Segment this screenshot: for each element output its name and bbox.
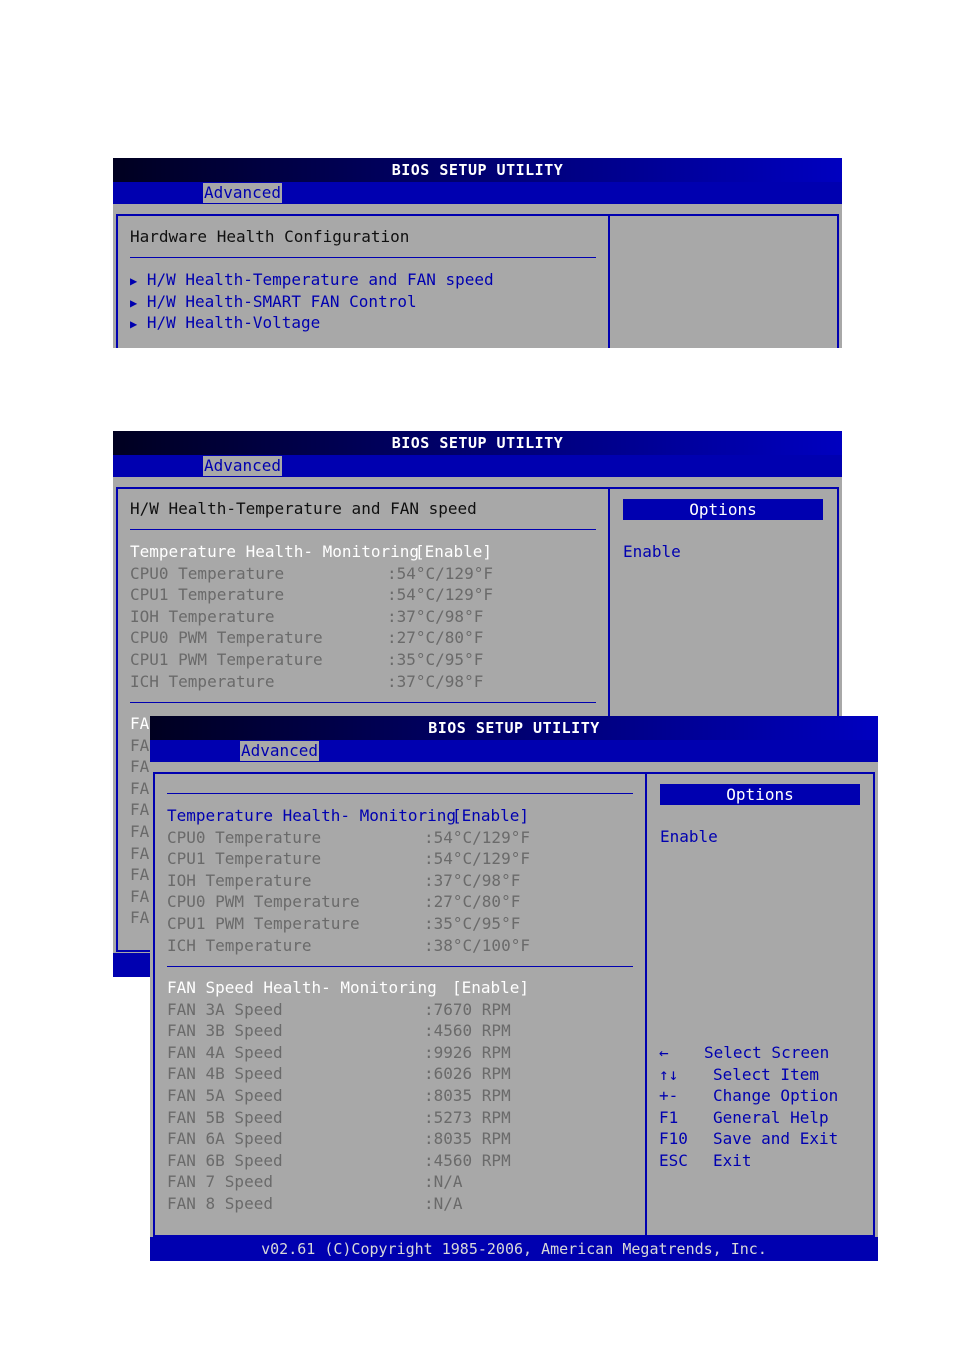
fan-value: :9926 RPM (424, 1042, 511, 1062)
heading-divider (130, 257, 596, 258)
fan-row-partial: FA (130, 822, 150, 841)
fan-value: :N/A (424, 1194, 463, 1213)
key-hint-desc: Change Option (713, 1086, 839, 1106)
options-value: Enable (623, 542, 681, 561)
fan-row-partial: FA (130, 714, 150, 733)
fan-monitor-label[interactable]: FAN Speed Health- Monitoring (167, 978, 437, 997)
fan-label: FAN 5B Speed (167, 1107, 283, 1127)
temp-value: :27°C/80°F (424, 892, 521, 912)
copyright-footer: v02.61 (C)Copyright 1985-2006, American Megatrends, Inc. (150, 1237, 878, 1261)
fan-label: FAN 8 Speed (167, 1194, 273, 1213)
tab-advanced[interactable]: Advanced (241, 741, 319, 760)
fan-value: :6026 RPM (424, 1064, 511, 1084)
options-title: Options (660, 784, 860, 805)
key-hint-desc: Save and Exit (713, 1129, 839, 1149)
temp-monitor-label[interactable]: Temperature Health- Monitoring (167, 806, 456, 825)
fan-label: FAN 5A Speed (167, 1086, 283, 1105)
temp-value: :35°C/95°F (387, 650, 484, 669)
temp-label: CPU1 Temperature (130, 585, 285, 605)
fan-row-partial: FA (130, 908, 150, 928)
fan-label: FAN 6B Speed (167, 1150, 283, 1170)
temp-value: :54°C/129°F (424, 849, 530, 869)
temp-value: :37°C/98°F (387, 671, 484, 691)
key-hint-desc: General Help (713, 1107, 829, 1127)
arrow-right-icon: ▶ (130, 274, 138, 288)
page-heading: H/W Health-Temperature and FAN speed (130, 499, 477, 518)
temp-label: CPU1 Temperature (167, 849, 322, 869)
key-hint-key: F10 (659, 1129, 688, 1149)
key-hint-key: ↑↓ (659, 1064, 679, 1084)
fan-row-partial: FA (130, 735, 150, 755)
temp-value: :54°C/129°F (387, 585, 493, 605)
key-hint-key: F1 (659, 1107, 679, 1127)
arrow-right-icon: ▶ (130, 317, 138, 332)
fan-label: FAN 3B Speed (167, 1021, 283, 1041)
bios-screen-3 (150, 716, 878, 1261)
options-value: Enable (660, 827, 718, 846)
arrow-right-icon: ▶ (130, 295, 138, 310)
fan-monitor-value[interactable]: [Enable] (452, 978, 530, 997)
submenu-item-voltage[interactable]: ▶ H/W Health-Voltage (130, 313, 321, 333)
tab-bar (113, 182, 842, 204)
temp-monitor-value[interactable]: [Enable] (415, 542, 493, 561)
key-hint-desc: Select Item (713, 1064, 819, 1084)
temp-value: :27°C/80°F (387, 628, 484, 648)
fan-label: FAN 7 Speed (167, 1172, 273, 1192)
tab-advanced[interactable]: Advanced (204, 183, 282, 202)
key-hint-desc: Select Screen (704, 1043, 830, 1062)
fan-row-partial: FA (130, 778, 150, 798)
fan-label: FAN 6A Speed (167, 1129, 283, 1149)
panel-divider (645, 772, 647, 1237)
tab-advanced[interactable]: Advanced (204, 456, 282, 475)
key-hint-desc: Exit (713, 1151, 752, 1170)
fan-value: :N/A (424, 1172, 463, 1192)
temp-label: IOH Temperature (130, 606, 275, 626)
key-hint-key: +- (659, 1086, 679, 1106)
fan-row-partial: FA (130, 757, 150, 777)
temp-label: CPU0 Temperature (167, 827, 322, 847)
tab-bar (113, 455, 842, 477)
temp-label: CPU0 PWM Temperature (167, 892, 360, 912)
fan-value: :4560 RPM (424, 1150, 511, 1170)
section-divider (167, 966, 633, 967)
panel-divider (608, 214, 610, 348)
bios-screen-1 (113, 158, 842, 348)
temp-monitor-value[interactable]: [Enable] (452, 806, 530, 825)
page-heading: Hardware Health Configuration (130, 227, 410, 246)
tab-bar (150, 740, 878, 762)
submenu-item-temperature-fan[interactable]: ▶ H/W Health-Temperature and FAN speed (130, 270, 494, 289)
temp-label: CPU1 PWM Temperature (130, 650, 323, 669)
fan-value: :5273 RPM (424, 1107, 511, 1127)
temp-label: CPU0 Temperature (130, 563, 285, 583)
key-hint-key: ← (659, 1043, 669, 1062)
fan-label: FAN 4A Speed (167, 1042, 283, 1062)
section-divider (130, 702, 596, 703)
bios-title: BIOS SETUP UTILITY (113, 431, 842, 455)
options-title: Options (623, 499, 823, 520)
fan-value: :8035 RPM (424, 1129, 511, 1149)
fan-value: :4560 RPM (424, 1021, 511, 1041)
fan-value: :7670 RPM (424, 999, 511, 1019)
bios-title: BIOS SETUP UTILITY (150, 716, 878, 740)
bios-title: BIOS SETUP UTILITY (113, 158, 842, 182)
temp-value: :37°C/98°F (424, 870, 521, 890)
temp-label: ICH Temperature (167, 935, 312, 955)
fan-label: FAN 4B Speed (167, 1064, 283, 1084)
fan-row-partial: FA (130, 800, 150, 820)
temp-value: :35°C/95°F (424, 914, 521, 933)
temp-label: CPU0 PWM Temperature (130, 628, 323, 648)
fan-row-partial: FA (130, 843, 150, 863)
temp-label: IOH Temperature (167, 870, 312, 890)
temp-value: :54°C/129°F (387, 563, 493, 583)
fan-row-partial: FA (130, 886, 150, 906)
submenu-item-smart-fan[interactable]: ▶ H/W Health-SMART FAN Control (130, 291, 417, 311)
fan-row-partial: FA (130, 865, 150, 885)
temp-label: ICH Temperature (130, 671, 275, 691)
key-hint-key: ESC (659, 1151, 688, 1170)
temp-value: :37°C/98°F (387, 606, 484, 626)
heading-divider (130, 529, 596, 530)
fan-label: FAN 3A Speed (167, 999, 283, 1019)
temp-label: CPU1 PWM Temperature (167, 914, 360, 933)
heading-divider (167, 793, 633, 794)
temp-monitor-label[interactable]: Temperature Health- Monitoring (130, 542, 419, 561)
fan-value: :8035 RPM (424, 1086, 511, 1105)
temp-value: :38°C/100°F (424, 935, 530, 955)
temp-value: :54°C/129°F (424, 827, 530, 847)
